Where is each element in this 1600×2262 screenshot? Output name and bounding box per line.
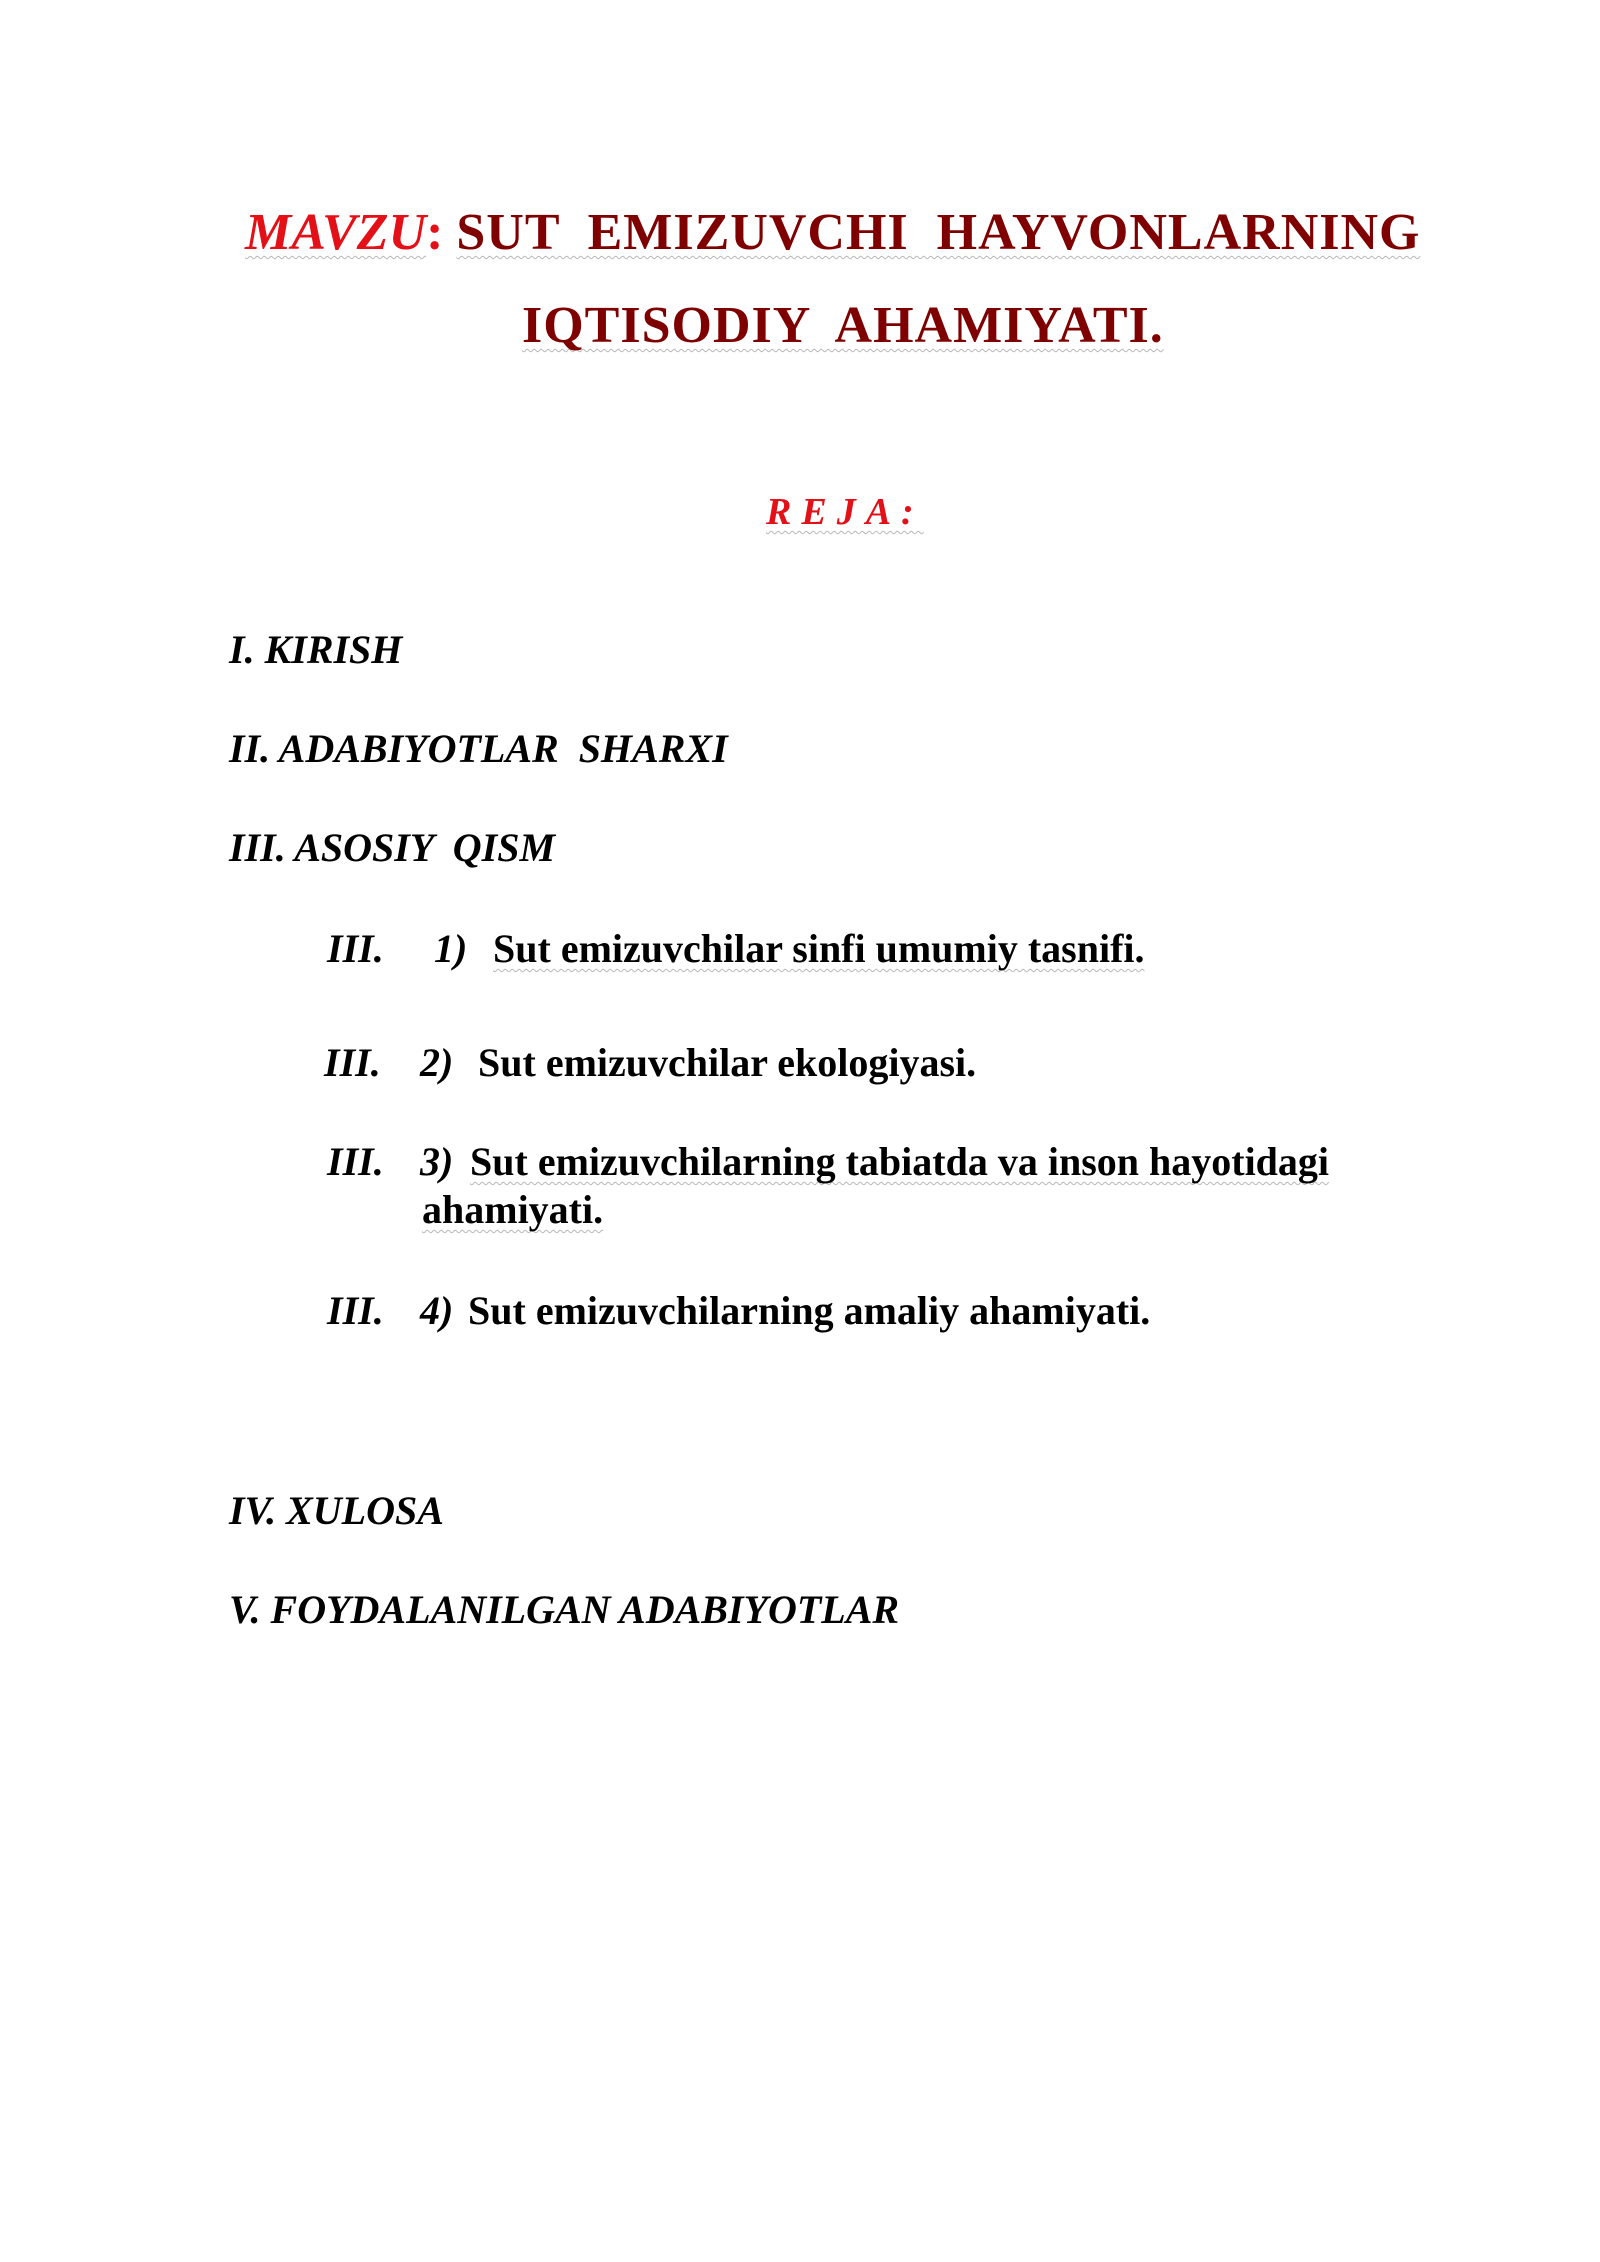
subsection-number: 1)	[434, 926, 468, 971]
subsection-roman: III.	[327, 1139, 384, 1184]
topic-label: MAVZU	[245, 204, 427, 261]
subsection-item	[0, 1287, 1600, 1337]
plan-heading: REJA:	[766, 491, 924, 533]
subsection-text: Sut emizuvchilarning tabiatda va inson hayotidagi	[470, 1139, 1330, 1184]
subsection-number: 2)	[420, 1040, 454, 1085]
section-introduction: I. KIRISH	[229, 627, 403, 672]
subsection-item	[0, 925, 1600, 975]
subsection-text: Sut emizuvchilar ekologiyasi.	[478, 1040, 977, 1085]
section-conclusion: IV. XULOSA	[229, 1488, 444, 1533]
section-references: V. FOYDALANILGAN ADABIYOTLAR	[229, 1587, 900, 1632]
subsection-item	[0, 1039, 1600, 1089]
title-text-line-1: SUT EMIZUVCHI HAYVONLARNING	[456, 204, 1421, 261]
subsection-roman: III.	[324, 1040, 381, 1085]
title-line-1	[245, 203, 1421, 263]
subsection-item	[0, 1138, 1600, 1238]
section-main-part: III. ASOSIY QISM	[229, 825, 556, 870]
subsection-text: Sut emizuvchilarning amaliy ahamiyati.	[468, 1288, 1151, 1333]
section-literature-review: II. ADABIYOTLAR SHARXI	[229, 726, 728, 771]
subsection-roman: III.	[327, 1288, 384, 1333]
title-text-line-2: IQTISODIY AHAMIYATI.	[522, 297, 1164, 354]
subsection-number: 3)	[420, 1139, 454, 1184]
topic-colon: :	[426, 204, 444, 261]
subsection-roman: III.	[327, 926, 384, 971]
subsection-number: 4)	[420, 1288, 454, 1333]
title-line-2	[522, 296, 1164, 356]
subsection-text-continued: ahamiyati.	[422, 1187, 604, 1232]
subsection-text: Sut emizuvchilar sinfi umumiy tasnifi.	[493, 926, 1145, 971]
